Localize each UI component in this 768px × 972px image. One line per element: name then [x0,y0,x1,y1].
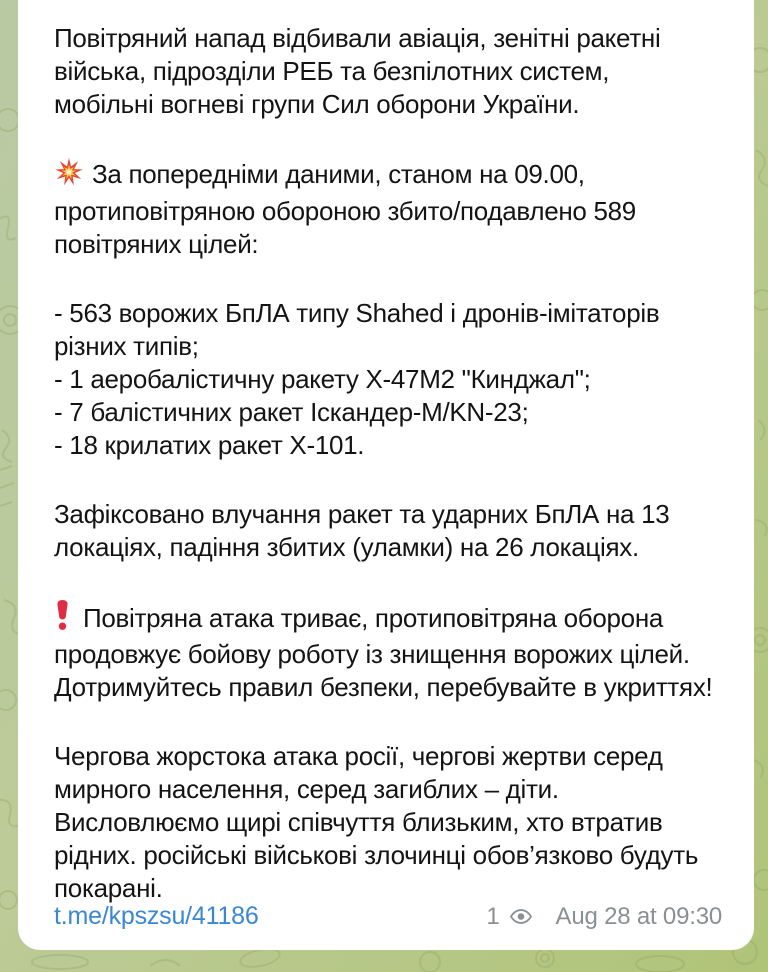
text-line: За попередніми даними, станом на 09.00, [92,159,585,189]
text-line: локаціях, падіння збитих (уламки) на 26 локаціях. [54,532,639,562]
text-line: повітряних цілей: [54,229,259,259]
timestamp: Aug 28 at 09:30 [555,902,722,930]
text-line: рідних. російські військові злочинці обов’язково будуть [54,840,699,870]
text-line [54,157,722,195]
list-item-line: - 7 балістичних ракет Іскандер-М/KN-23; [54,397,529,427]
text-line: протиповітряною обороною збито/подавлено 589 [54,196,636,226]
text-line: Чергова жорстока атака росії, чергові жертви серед [54,741,663,771]
text-line: Зафіксовано влучання ракет та ударних БпЛА на 13 [54,499,670,529]
text-line: Висловлюємо щирі співчуття близьким, хто втратив [54,807,663,837]
paragraph-condolences [54,740,722,905]
message-meta [486,903,722,931]
message-footer [54,902,722,931]
post-link[interactable]: t.me/kpszsu/41186 [54,902,259,930]
message-text [54,22,722,905]
text-line: Дотримуйтесь правил безпеки, перебувайте в укриттях! [54,672,713,702]
list-item-line: - 1 аеробалістичну ракету Х-47М2 "Кинджал"; [54,364,591,394]
paragraph-target-list [54,297,722,462]
views-count: 1 [486,902,500,930]
text-line: продовжує бойову роботу із знищення ворожих цілей. [54,639,690,669]
text-line: війська, підрозділи РЕБ та безпілотних систем, [54,56,610,86]
paragraph-warning [54,600,722,704]
paragraph-impacts [54,498,722,564]
collision-emoji-icon [54,157,84,195]
list-item-line: - 18 крилатих ракет Х-101. [54,430,365,460]
list-item-line: різних типів; [54,331,199,361]
text-line: мобільні вогневі групи Сил оборони України. [54,89,580,119]
text-line [54,600,722,638]
exclamation-emoji-icon [56,600,69,638]
list-item-line: - 563 ворожих БпЛА типу Shahed і дронів-імітаторів [54,298,660,328]
text-line: мирного населення, серед загиблих – діти. [54,774,559,804]
text-line: Повітряний напад відбивали авіація, зенітні ракетні [54,23,661,53]
paragraph-intro [54,22,722,121]
paragraph-summary [54,157,722,261]
text-line: покарані. [54,873,163,903]
message-bubble [18,0,754,950]
eye-icon [510,908,532,925]
text-line: Повітряна атака триває, протиповітряна оборона [83,603,664,633]
